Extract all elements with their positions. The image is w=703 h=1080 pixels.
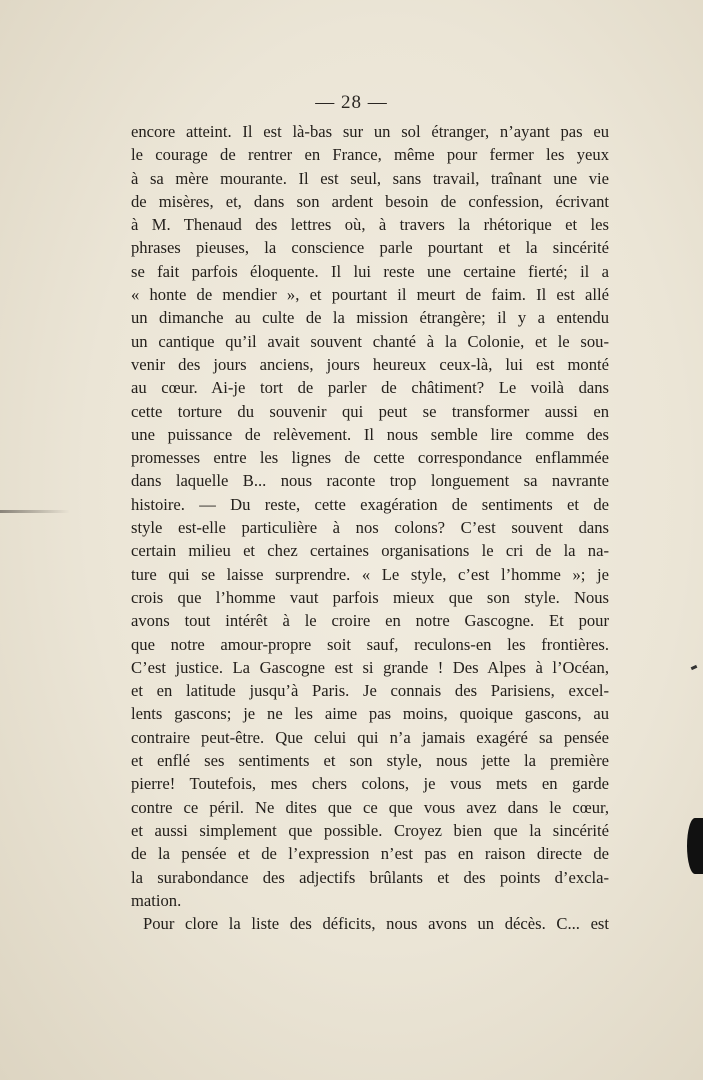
text-line: un dimanche au culte de la mission étrangère; il y a entendu: [131, 308, 609, 328]
text-line: se fait parfois éloquente. Il lui reste une certaine fierté; il a: [131, 261, 609, 281]
text-line: mation.: [131, 890, 182, 910]
text-line: le courage de rentrer en France, même pour fermer les yeux: [131, 145, 609, 165]
text-line: que notre amour-propre soit sauf, reculons-en les frontières.: [131, 634, 609, 654]
text-line: promesses entre les lignes de cette correspondance enflammée: [131, 448, 609, 468]
text-line: phrases pieuses, la conscience parle pourtant et la sincérité: [131, 238, 609, 258]
text-line: de misères, et, dans son ardent besoin de confession, écrivant: [131, 191, 609, 211]
text-line: contre ce péril. Ne dites que ce que vous avez dans le cœur,: [131, 797, 609, 817]
text-line: et enflé ses sentiments et son style, nous jette la première: [131, 751, 609, 771]
text-line: cette torture du souvenir qui peut se transformer aussi en: [131, 401, 609, 421]
margin-smudge: [0, 510, 70, 513]
text-line: ture qui se laisse surprendre. « Le style, c’est l’homme »; je: [131, 564, 609, 584]
text-line: une puissance de relèvement. Il nous semble lire comme des: [131, 424, 609, 444]
text-line: et en latitude jusqu’à Paris. Je connais des Parisiens, excel-: [131, 681, 609, 701]
text-line: au cœur. Ai-je tort de parler de châtiment? Le voilà dans: [131, 378, 609, 398]
text-line: un cantique qu’il avait souvent chanté à la Colonie, et le sou-: [131, 331, 609, 351]
text-line: avons tout intérêt à le croire en notre Gascogne. Et pour: [131, 611, 609, 631]
text-line: « honte de mendier », et pourtant il meurt de faim. Il est allé: [131, 285, 609, 305]
text-line: pierre! Toutefois, mes chers colons, je vous mets en garde: [131, 774, 609, 794]
text-line: à sa mère mourante. Il est seul, sans travail, traînant une vie: [131, 168, 609, 188]
text-line: à M. Thenaud des lettres où, à travers la rhétorique et les: [131, 215, 609, 235]
text-line: lents gascons; je ne les aime pas moins, quoique gascons, au: [131, 704, 609, 724]
text-line: de la pensée et de l’expression n’est pas en raison directe de: [131, 844, 609, 864]
text-line: crois que l’homme vaut parfois mieux que son style. Nous: [131, 587, 609, 607]
text-line: la surabondance des adjectifs brûlants et des points d’excla-: [131, 867, 609, 887]
text-line: C’est justice. La Gascogne est si grande ! Des Alpes à l’Océan,: [131, 657, 609, 677]
text-line: certain milieu et chez certaines organisations le cri de la na-: [131, 541, 609, 561]
text-line: dans laquelle B... nous raconte trop longuement sa navrante: [131, 471, 609, 491]
text-line: Pour clore la liste des déficits, nous avons un décès. C... est: [143, 914, 609, 934]
edge-stain: [687, 818, 703, 874]
page-number: — 28 —: [315, 92, 388, 113]
text-line: style est-elle particulière à nos colons? C’est souvent dans: [131, 518, 609, 538]
text-line: histoire. — Du reste, cette exagération de sentiments et de: [131, 494, 609, 514]
text-line: et aussi simplement que possible. Croyez bien que la sincérité: [131, 820, 609, 840]
text-line: encore atteint. Il est là-bas sur un sol étranger, n’ayant pas eu: [131, 122, 609, 141]
edge-speck: [691, 665, 698, 670]
text-line: venir des jours anciens, jours heureux ceux-là, lui est monté: [131, 354, 609, 374]
body-text: [131, 120, 609, 935]
text-line: contraire peut-être. Que celui qui n’a jamais exagéré sa pensée: [131, 727, 609, 747]
